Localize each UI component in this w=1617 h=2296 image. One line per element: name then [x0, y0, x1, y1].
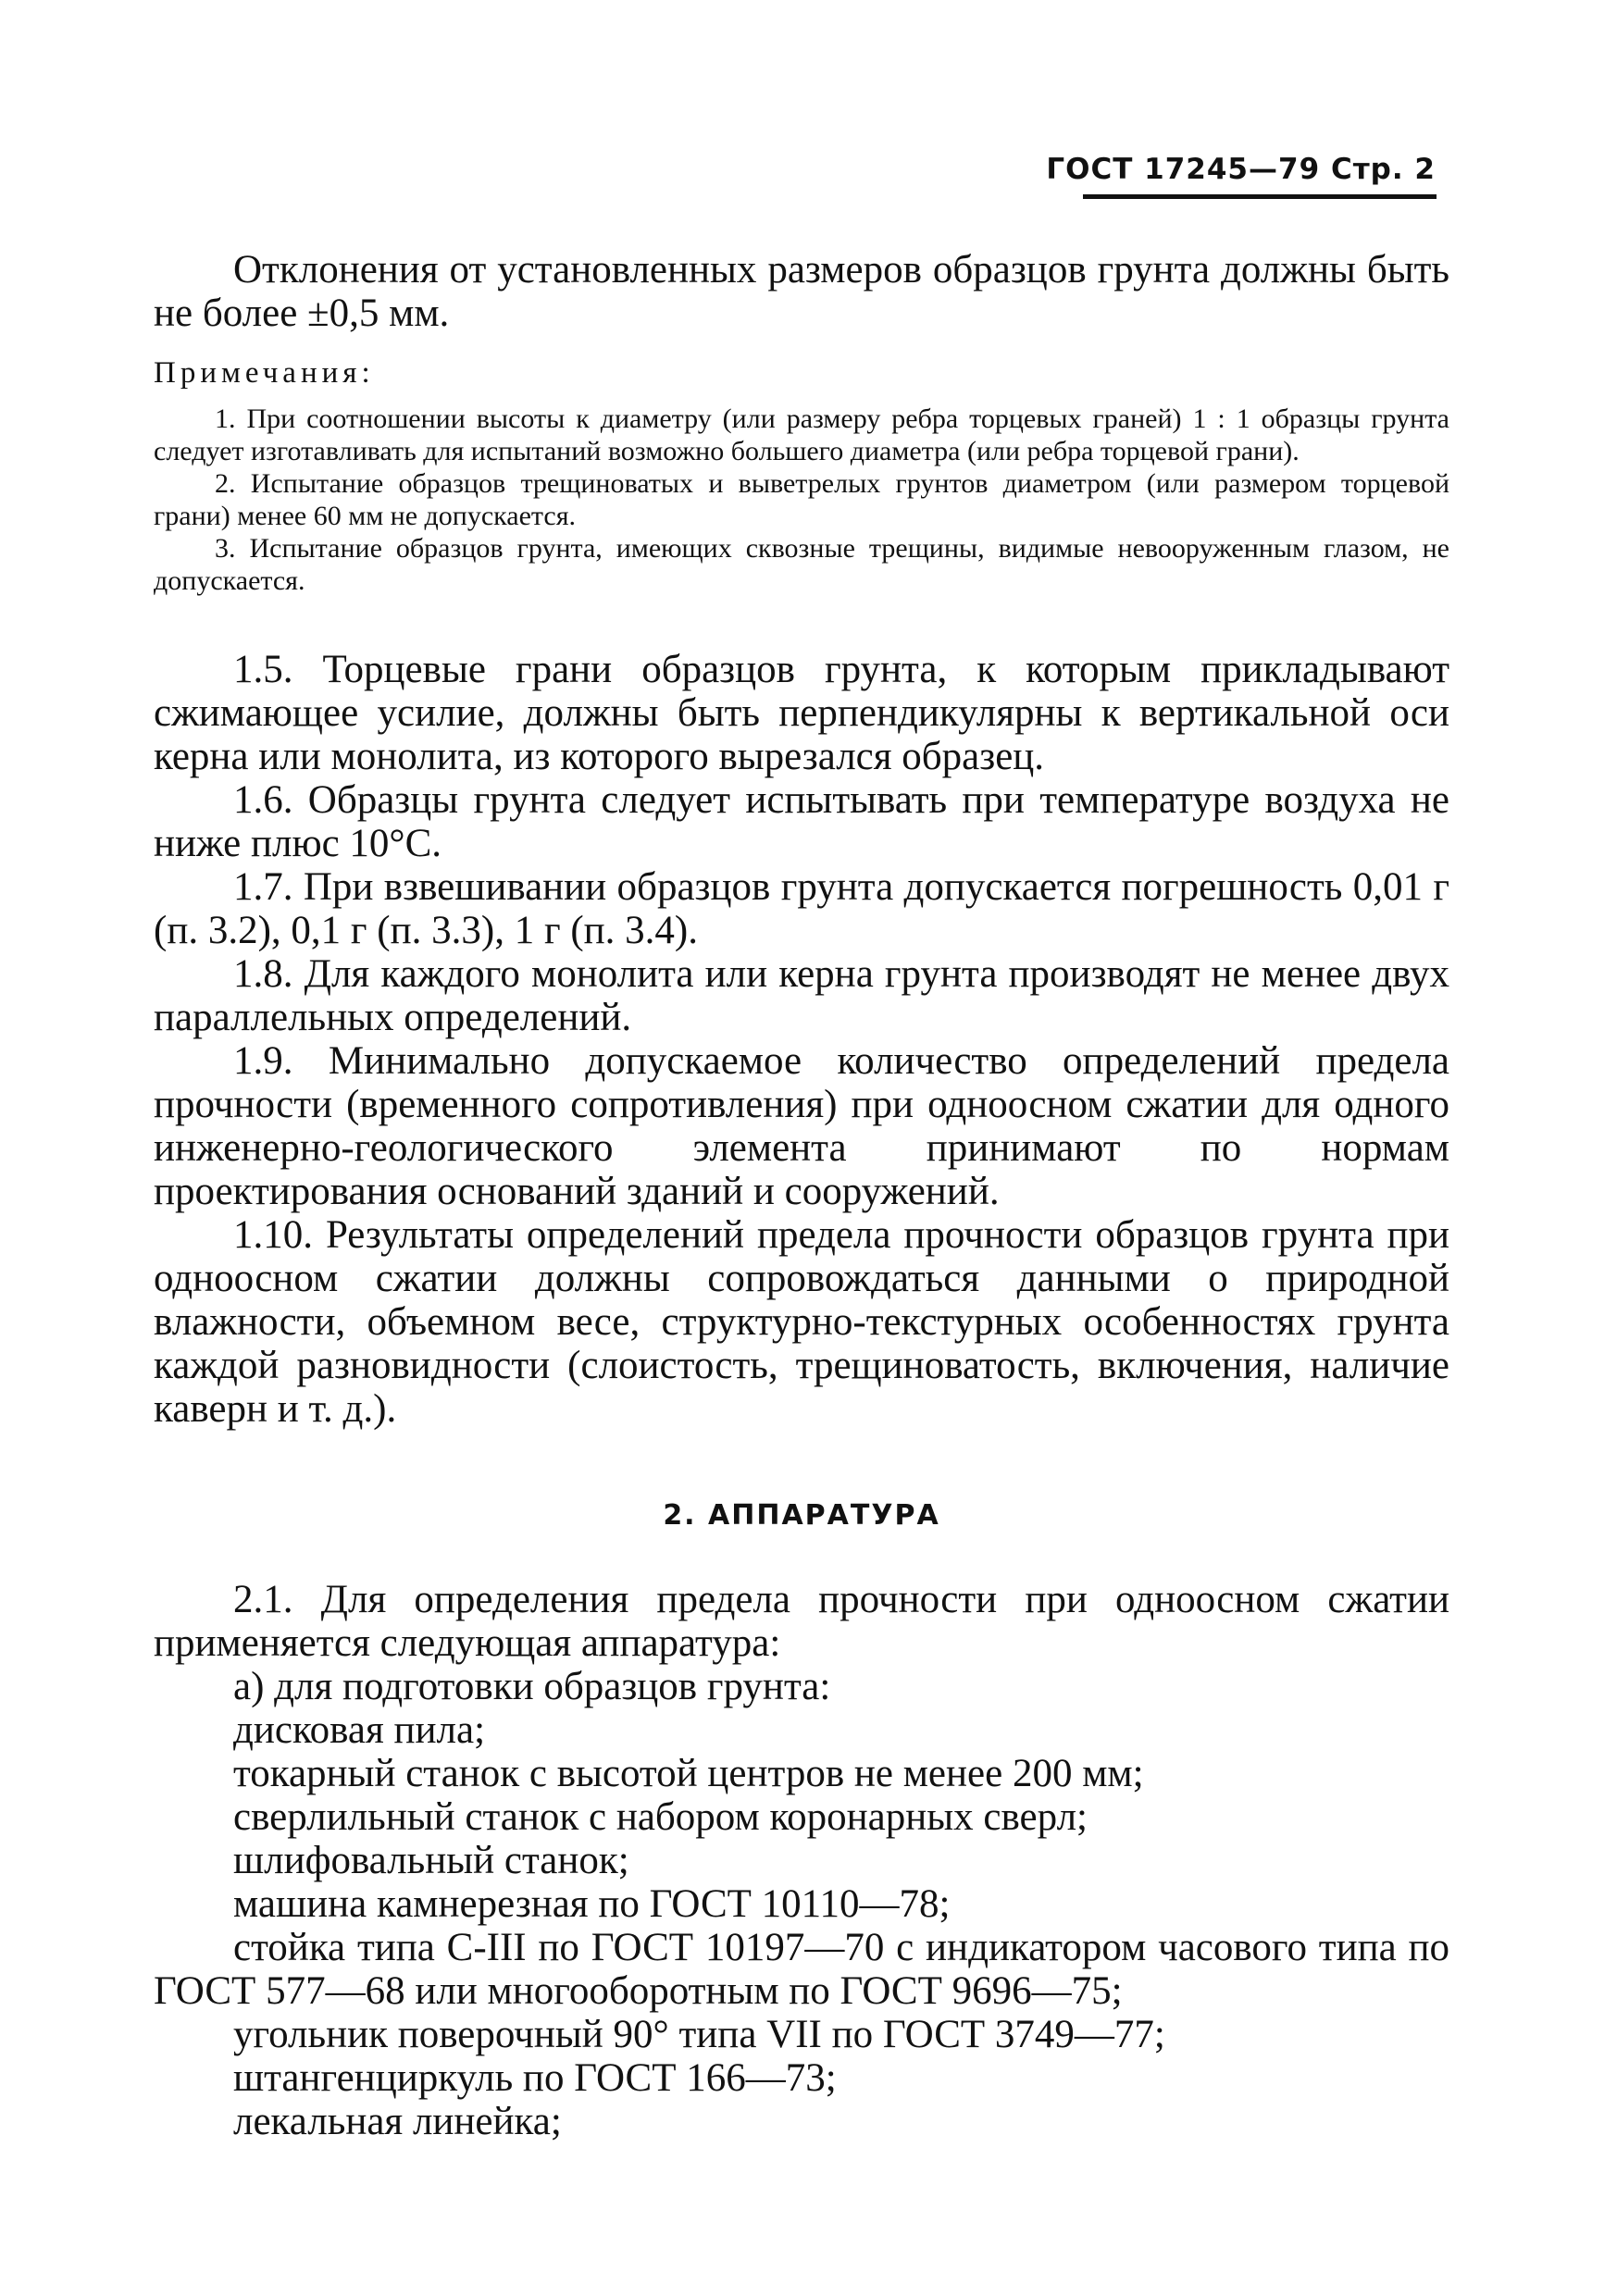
clause-1-9: 1.9. Минимально допускаемое количество определений предела прочности (временного сопротивления) при одноосном сжатии для одного инженерно-геологического элемента принимают по нормам проектирования оснований зданий и сооружений. [154, 1039, 1449, 1213]
equipment-item: лекальная линейка; [233, 2100, 562, 2143]
notes-list [154, 403, 1449, 597]
clause-1-5: 1.5. Торцевые грани образцов грунта, к которым прикладывают сжимающее усилие, должны быть перпендикулярны к вертикальной оси керна или монолита, из которого вырезался образец. [154, 648, 1449, 778]
clause-1-8: 1.8. Для каждого монолита или керна грунта производят не менее двух параллельных определений. [154, 952, 1449, 1039]
note-2: 2. Испытание образцов трещиноватых и выветрелых грунтов диаметром (или размером торцевой грани) менее 60 мм не допускается. [154, 468, 1449, 531]
equipment-item: дисковая пила; [233, 1708, 486, 1752]
equipment-item: сверлильный станок с набором коронарных сверл; [233, 1795, 1088, 1839]
equipment-item: стойка типа С-III по ГОСТ 10197—70 с индикатором часового типа по ГОСТ 577—68 или многооборотным по ГОСТ 9696—75; [154, 1926, 1449, 2013]
equipment-item: шлифовальный станок; [233, 1839, 629, 1882]
section-heading [154, 1499, 1449, 1532]
equipment-item: угольник поверочный 90° типа VII по ГОСТ 3749—77; [233, 2013, 1165, 2056]
notes-block [154, 356, 1449, 391]
clause-1-10: 1.10. Результаты определений предела прочности образцов грунта при одноосном сжатии должны сопровождаться данными о природной влажности, объемном весе, структурно-текстурных особенностях грунта каждой разновидности (слоистость, трещиноватость, включения, наличие каверн и т. д.). [154, 1213, 1449, 1431]
notes-title: Примечания: [154, 356, 375, 390]
page-header [1046, 153, 1436, 186]
clause-1-6: 1.6. Образцы грунта следует испытывать при температуре воздуха не ниже плюс 10°С. [154, 778, 1449, 865]
equipment-item: машина камнерезная по ГОСТ 10110—78; [233, 1882, 951, 1926]
section-title: 2. АППАРАТУРА [663, 1499, 940, 1532]
page-label: Стр. 2 [1330, 153, 1436, 186]
header-rule [1083, 194, 1437, 199]
deviation-block [154, 248, 1449, 335]
note-1: 1. При соотношении высоты к диаметру (или размеру ребра торцевых граней) 1 : 1 образцы грунта следует изготавливать для испытаний возможно большего диаметра (или ребра торцевой грани). [154, 403, 1449, 466]
equipment-item: штангенциркуль по ГОСТ 166—73; [233, 2056, 837, 2100]
clause-2-1: 2.1. Для определения предела прочности при одноосном сжатии применяется следующая аппаратура: [154, 1578, 1449, 1665]
note-3: 3. Испытание образцов грунта, имеющих сквозные трещины, видимые невооруженным глазом, не допускается. [154, 533, 1449, 596]
clauses-block [154, 648, 1449, 1431]
list-intro: а) для подготовки образцов грунта: [233, 1665, 831, 1708]
apparatus-block [154, 1578, 1449, 2143]
equipment-item: токарный станок с высотой центров не менее 200 мм; [233, 1752, 1144, 1795]
deviation-paragraph: Отклонения от установленных размеров образцов грунта должны быть не более ±0,5 мм. [154, 248, 1449, 335]
gost-code: ГОСТ 17245—79 [1046, 153, 1321, 186]
clause-1-7: 1.7. При взвешивании образцов грунта допускается погрешность 0,01 г (п. 3.2), 0,1 г (п. 3.3), 1 г (п. 3.4). [154, 865, 1449, 952]
